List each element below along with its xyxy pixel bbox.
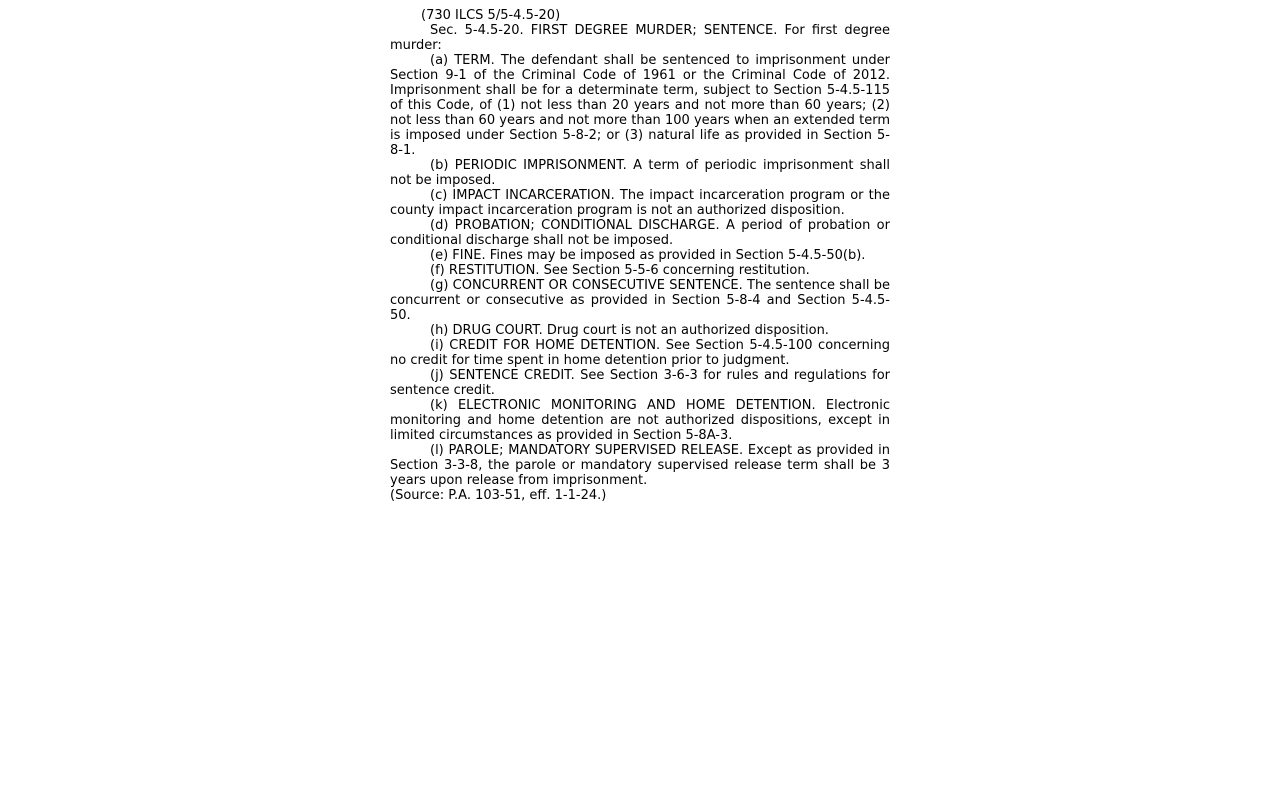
statute-document xyxy=(390,8,890,503)
subsection-h-drug-court: (h) DRUG COURT. Drug court is not an authorized disposition. xyxy=(430,323,829,338)
subsection-k-electronic-monitoring: (k) ELECTRONIC MONITORING AND HOME DETENTION. Electronic monitoring and home detention are not authorized dispositions, except in limited circumstances as provided in Section 5-8A-3. xyxy=(390,398,890,443)
subsection-b-periodic-imprisonment: (b) PERIODIC IMPRISONMENT. A term of periodic imprisonment shall not be imposed. xyxy=(390,158,890,188)
subsection-i-home-detention-credit: (i) CREDIT FOR HOME DETENTION. See Section 5-4.5-100 concerning no credit for time spent in home detention prior to judgment. xyxy=(390,338,890,368)
subsection-a-term: (a) TERM. The defendant shall be sentenced to imprisonment under Section 9-1 of the Criminal Code of 1961 or the Criminal Code of 2012. Imprisonment shall be for a determinate term, subject to Section 5-4.5-115 of this Code, of (1) not less than 20 years and not more than 60 years; (2) not less than 60 years and not more than 100 years when an extended term is imposed under Section 5-8-2; or (3) natural life as provided in Section 5-8-1. xyxy=(390,53,890,158)
subsection-l-parole: (l) PAROLE; MANDATORY SUPERVISED RELEASE. Except as provided in Section 3-3-8, the parole or mandatory supervised release term shall be 3 years upon release from imprisonment. xyxy=(390,443,890,488)
statute-citation: (730 ILCS 5/5-4.5-20) xyxy=(421,8,561,23)
subsection-f-restitution: (f) RESTITUTION. See Section 5-5-6 concerning restitution. xyxy=(430,263,810,278)
subsection-j-sentence-credit: (j) SENTENCE CREDIT. See Section 3-6-3 for rules and regulations for sentence credit. xyxy=(390,368,890,398)
section-heading-paragraph: Sec. 5-4.5-20. FIRST DEGREE MURDER; SENTENCE. For first degree murder: xyxy=(390,23,890,53)
subsection-g-concurrent-sentence: (g) CONCURRENT OR CONSECUTIVE SENTENCE. The sentence shall be concurrent or consecutive as provided in Section 5-8-4 and Section 5-4.5-50. xyxy=(390,278,890,323)
subsection-d-probation: (d) PROBATION; CONDITIONAL DISCHARGE. A period of probation or conditional discharge shall not be imposed. xyxy=(390,218,890,248)
subsection-e-fine: (e) FINE. Fines may be imposed as provided in Section 5-4.5-50(b). xyxy=(430,248,866,263)
subsection-c-impact-incarceration: (c) IMPACT INCARCERATION. The impact incarceration program or the county impact incarceration program is not an authorized disposition. xyxy=(390,188,890,218)
source-note: (Source: P.A. 103-51, eff. 1-1-24.) xyxy=(390,488,607,503)
